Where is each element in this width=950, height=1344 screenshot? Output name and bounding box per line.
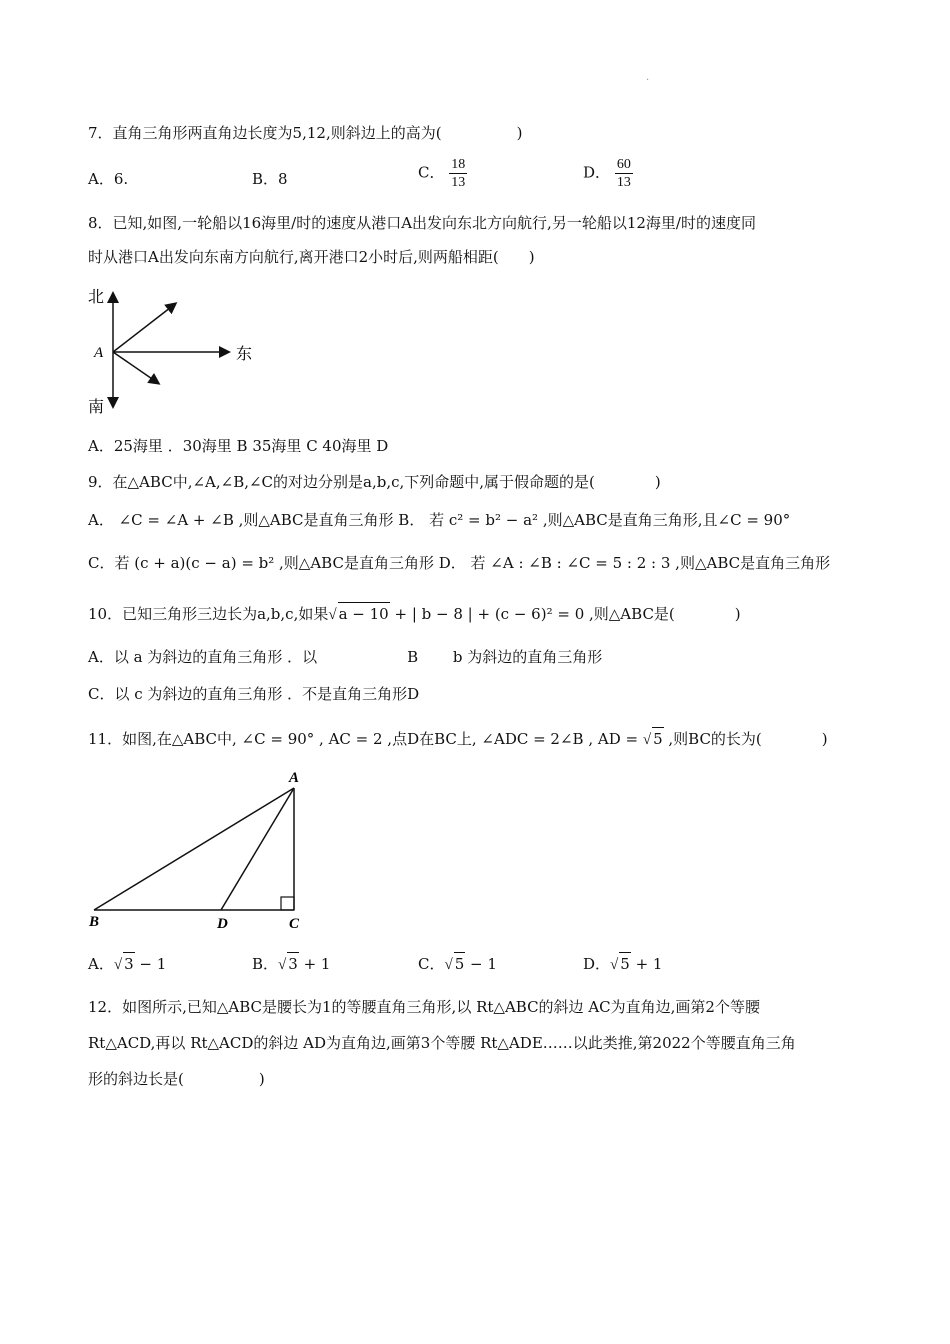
label-north: 北 [88,289,105,306]
segment-ad [221,788,294,910]
label-b: B [89,914,100,930]
q12-stem-line2: Rt△ACD,再以 Rt△ACD的斜边 AD为直角边,画第3个等腰 Rt△ADE……以此类推,第2022个等腰直角三角 [88,1034,796,1052]
q10-stem [88,602,741,626]
q8-stem-line2: 时从港口A出发向东南方向航行,离开港口2小时后,则两船相距( ) [88,248,535,266]
q9-options-cd: C．若 (c + a)(c − a) = b² ,则△ABC是直角三角形 D． 若 ∠A : ∠B : ∠C = 5 : 2 : 3 ,则△ABC是直角三角形 [88,554,831,572]
option-label: A． [88,955,114,973]
q11-stem-prefix: 11．如图,在△ABC中, ∠C = 90° , AC = 2 ,点D在BC上, ∠ADC = 2∠B , AD = [88,730,643,748]
q11-stem [88,727,828,751]
q11-option-c [418,952,497,976]
label-a: A [289,770,300,786]
q8-compass-figure [80,282,280,422]
option-tail: − 1 [465,955,497,973]
fraction-denominator: 13 [616,175,631,190]
label-south: 南 [88,399,105,416]
q11-stem-suffix: ,则BC的长为( ) [663,730,828,748]
q7-option-d [583,156,633,191]
q12-stem-line1: 12．如图所示,已知△ABC是腰长为1的等腰直角三角形,以 Rt△ABC的斜边 AC为直角边,画第2个等腰 [88,998,760,1016]
option-tail: + 1 [630,955,663,973]
option-tail: − 1 [134,955,167,973]
sqrt-symbol: √ [642,732,652,748]
option-tail: + 1 [298,955,331,973]
northeast-arrow [113,304,175,352]
q7-option-b: B．8 [252,170,288,188]
fraction-numerator: 60 [616,157,631,172]
label-east: 东 [236,346,253,363]
label-d: D [217,916,228,932]
side-ab [94,788,294,910]
sqrt-symbol: √ [278,957,287,973]
q9-stem: 9．在△ABC中,∠A,∠B,∠C的对边分别是a,b,c,下列命题中,属于假命题的是( ) [88,473,661,491]
option-label: B． [252,955,279,973]
sqrt-symbol: √ [328,607,337,623]
q11-triangle-figure [86,766,316,936]
southeast-arrow [113,352,158,383]
q10-radicand: a − 10 [338,602,390,625]
sqrt-symbol: √ [444,957,453,973]
q7-option-d-fraction [615,156,633,191]
q7-option-c-fraction [449,156,467,191]
q7-option-d-label: D． [583,163,611,182]
q12-stem-line3: 形的斜边长是( ) [88,1070,265,1088]
radicand: 3 [287,952,299,975]
right-angle-mark [281,897,294,910]
radicand: 5 [619,952,631,975]
q11-stem-sqrt: 5 [652,727,664,750]
q10-options-cd: C．以 c 为斜边的直角三角形 ．不是直角三角形D [88,685,420,703]
q7-option-c [418,156,467,191]
q8-options: A．25海里 ．30海里 B 35海里 C 40海里 D [88,437,389,455]
q8-stem-line1: 8．已知,如图,一轮船以16海里/时的速度从港口A出发向东北方向航行,另一轮船以12海里/时的速度同 [88,214,756,232]
sqrt-symbol: √ [113,957,123,973]
radicand: 5 [454,952,466,975]
fraction-numerator: 18 [451,157,466,172]
fraction-denominator: 13 [451,175,466,190]
label-point-a: A [94,345,104,361]
q7-option-c-label: C． [418,163,445,182]
q11-option-d [583,952,662,976]
q7-stem: 7．直角三角形两直角边长度为5,12,则斜边上的高为( ) [88,124,523,142]
q10-options-ab: A．以 a 为斜边的直角三角形 ．以 B b 为斜边的直角三角形 [88,648,603,666]
q11-option-a [88,952,166,976]
radicand: 3 [123,952,135,975]
option-label: D． [583,955,611,973]
q9-options-ab: A． ∠C = ∠A + ∠B ,则△ABC是直角三角形 B． 若 c² = b² − a² ,则△ABC是直角三角形,且∠C = 90° [88,511,791,529]
q7-option-a: A．6. [88,170,129,188]
option-label: C． [418,955,445,973]
corner-dot: · [646,75,650,86]
q10-stem-prefix: 10．已知三角形三边长为a,b,c,如果 [88,605,329,623]
q11-option-b [252,952,330,976]
sqrt-symbol: √ [610,957,619,973]
label-c: C [289,916,300,932]
q10-stem-mid: + | b − 8 | + (c − 6)² = 0 ,则△ABC是( ) [389,605,741,623]
